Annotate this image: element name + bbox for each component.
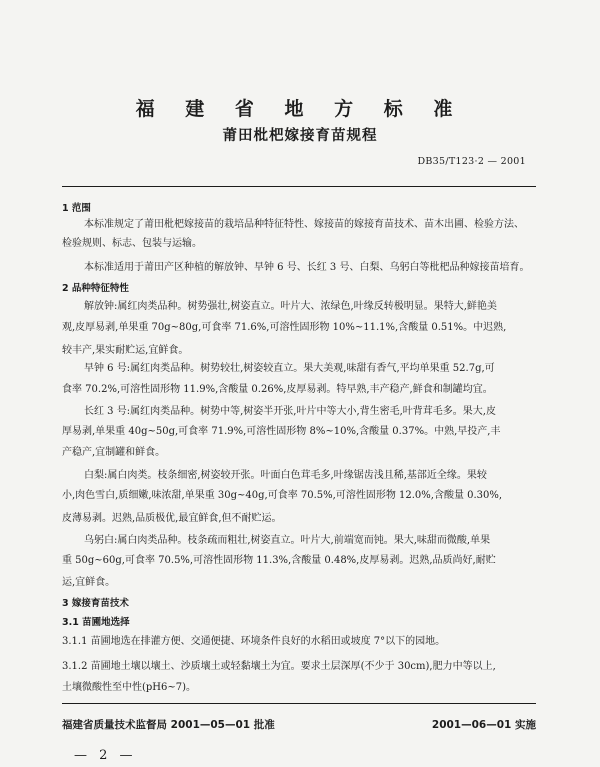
- paragraph-line: 厚易剥,单果重 40g~50g,可食率 71.9%,可溶性固形物 8%~10%,含酸量 0.37%。中熟,早投产,丰: [62, 426, 501, 437]
- paragraph-line: 白梨:属白肉类。枝条细密,树姿较开张。叶面白色茸毛多,叶缘锯齿浅且稀,基部近全缘。果较: [84, 470, 487, 481]
- paragraph-line: 早钟 6 号:属红肉类品种。树势较壮,树姿较直立。果大美观,味甜有香气,平均单果重 52.7g,可: [84, 363, 495, 374]
- paragraph-line: 食率 70.2%,可溶性固形物 11.9%,含酸量 0.26%,皮厚易剥。特早熟,丰产稳产,鲜食和制罐均宜。: [62, 384, 493, 395]
- paragraph-line: 土壤微酸性至中性(pH6~7)。: [62, 682, 197, 693]
- clause-3-1-1: 3.1.1 苗圃地选在排灌方便、交通便捷、环境条件良好的水稻田或坡度 7°以下的园地。: [62, 636, 446, 647]
- paragraph-line: 乌躬白:属白肉类品种。枝条疏而粗壮,树姿直立。叶片大,前端宽而钝。果大,味甜而微酸,单果: [84, 535, 491, 546]
- paragraph-line: 小,肉色雪白,质细嫩,味浓甜,单果重 30g~40g,可食率 70.5%,可溶性固形物 12.0%,含酸量 0.30%,: [62, 490, 503, 501]
- header-divider: [62, 186, 536, 187]
- paragraph-line: 观,皮厚易剥,单果重 70g~80g,可食率 71.6%,可溶性固形物 10%~11.1%,含酸量 0.51%。中迟熟,: [62, 322, 507, 333]
- effective-date: 2001—06—01 实施: [431, 719, 536, 731]
- section-1-heading: 1 范围: [62, 203, 91, 214]
- section-3-heading: 3 嫁接育苗技术: [62, 598, 129, 609]
- approval-notice: 福建省质量技术监督局 2001—05—01 批准: [62, 719, 275, 731]
- paragraph-line: 皮薄易剥。迟熟,品质极优,最宜鲜食,但不耐贮运。: [62, 513, 282, 524]
- clause-3-1-2: 3.1.2 苗圃地土壤以壤土、沙质壤土或轻黏壤土为宜。要求土层深厚(不少于 30cm),肥力中等以上,: [62, 661, 496, 672]
- paragraph-line: 检验规则、标志、包装与运输。: [62, 238, 202, 249]
- paragraph-line: 产稳产,宜制罐和鲜食。: [62, 447, 166, 458]
- paragraph-line: 长红 3 号:属红肉类品种。树势中等,树姿半开张,叶片中等大小,背生密毛,叶背茸毛多。果大,皮: [84, 406, 496, 417]
- paragraph-line: 重 50g~60g,可食率 70.5%,可溶性固形物 11.3%,含酸量 0.48%,皮厚易剥。迟熟,品质尚好,耐贮: [62, 555, 496, 566]
- standard-number: DB35/T123·2 — 2001: [417, 156, 526, 167]
- paragraph-line: 本标准适用于莆田产区种植的解放钟、早钟 6 号、长红 3 号、白梨、乌躬白等枇杷品种嫁接苗培育。: [84, 262, 530, 273]
- paragraph-line: 解放钟:属红肉类品种。树势强壮,树姿直立。叶片大、浓绿色,叶缘反转极明显。果特大,鲜艳美: [84, 301, 497, 312]
- paragraph-line: 较丰产,果实耐贮运,宜鲜食。: [62, 345, 189, 356]
- section-2-heading: 2 品种特征特性: [62, 283, 129, 294]
- footer-divider: [62, 703, 536, 704]
- section-3-1-heading: 3.1 苗圃地选择: [62, 617, 130, 628]
- paragraph-line: 本标准规定了莆田枇杷嫁接苗的栽培品种特征特性、嫁接苗的嫁接育苗技术、苗木出圃、检验方法、: [84, 219, 524, 230]
- standard-subtitle: 莆田枇杷嫁接育苗规程: [222, 128, 378, 144]
- standard-title: 福 建 省 地 方 标 准: [135, 98, 465, 120]
- paragraph-line: 运,宜鲜食。: [62, 577, 116, 588]
- page-number: — 2 —: [74, 748, 137, 763]
